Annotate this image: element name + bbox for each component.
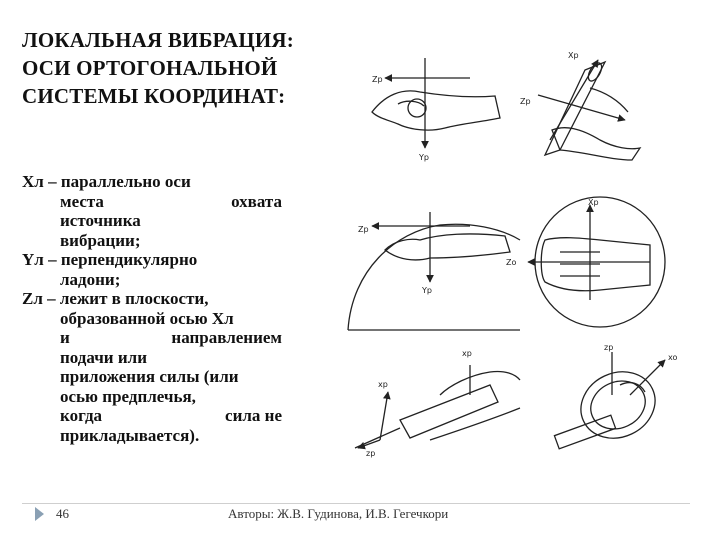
- definition-line: ладони;: [60, 269, 121, 289]
- axis-x: [380, 392, 388, 440]
- page-number: 46: [56, 506, 69, 521]
- figure-grip-cylinder: [538, 60, 640, 160]
- definition-word: и: [60, 328, 70, 347]
- axis-label: zp: [366, 449, 376, 458]
- title-line: СИСТЕМЫ КООРДИНАТ:: [22, 84, 286, 108]
- definition-line: подачи или: [60, 347, 147, 367]
- axis-label: Yp: [419, 153, 429, 162]
- definition-word: места: [60, 191, 104, 211]
- tool-body: [400, 385, 498, 438]
- cylinder-body: [545, 62, 605, 155]
- axis-label: Zo: [506, 258, 517, 267]
- tool-bit: [355, 428, 400, 448]
- definition-line: Zл – лежит в плоскости,: [22, 289, 209, 308]
- definition-word: когда: [60, 406, 103, 425]
- definition-word: охвата: [231, 191, 282, 211]
- definition-line: вибрации;: [60, 230, 141, 250]
- axis-label: Xp: [588, 198, 599, 207]
- definition-line: Yл – перпендикулярно: [22, 250, 198, 269]
- hand-outline: [552, 128, 640, 160]
- axis-label: xp: [462, 349, 472, 358]
- title-line: ЛОКАЛЬНАЯ ВИБРАЦИЯ:: [22, 28, 294, 52]
- definition-line: источника: [60, 211, 141, 230]
- dome-outline: [348, 224, 520, 330]
- axis-label: Xp: [568, 51, 579, 60]
- figure-palm-on-dome: [348, 212, 520, 330]
- definition-line: образованной осью Хл: [60, 308, 234, 328]
- footer-authors: Авторы: Ж.В. Гудинова, И.В. Гегечкори: [228, 506, 449, 521]
- hand-outline: [372, 91, 500, 130]
- definition-word: сила не: [225, 406, 282, 425]
- axis-label: xo: [668, 353, 678, 362]
- figure-palm-flat: [528, 197, 665, 327]
- axis-label: Yp: [422, 286, 432, 295]
- footer-divider: [22, 503, 690, 504]
- axis-z: [538, 95, 625, 120]
- axis-x: [630, 360, 665, 395]
- axis-label: Zp: [358, 225, 369, 234]
- definition-word: направлением: [171, 328, 282, 347]
- definition-line: осью предплечья,: [60, 386, 196, 406]
- definition-line: Хл – параллельно оси: [22, 172, 191, 191]
- axis-label: Zp: [372, 75, 383, 84]
- axis-label: zp: [604, 343, 614, 352]
- finger-line: [590, 88, 628, 112]
- arm-outline: [440, 371, 520, 395]
- figure-power-tool: [355, 365, 520, 448]
- title-line: ОСИ ОРТОГОНАЛЬНОЙ: [22, 56, 278, 80]
- figure-grip-side-view: [372, 58, 500, 148]
- axis-label: xp: [378, 380, 388, 389]
- steering-column: [554, 415, 615, 449]
- definition-line: прикладывается).: [60, 425, 200, 445]
- bullet-arrow-icon: [35, 507, 44, 521]
- definition-line: приложения силы (или: [60, 367, 239, 386]
- axis-label: Zp: [520, 97, 531, 106]
- figure-steering-wheel: [554, 352, 666, 450]
